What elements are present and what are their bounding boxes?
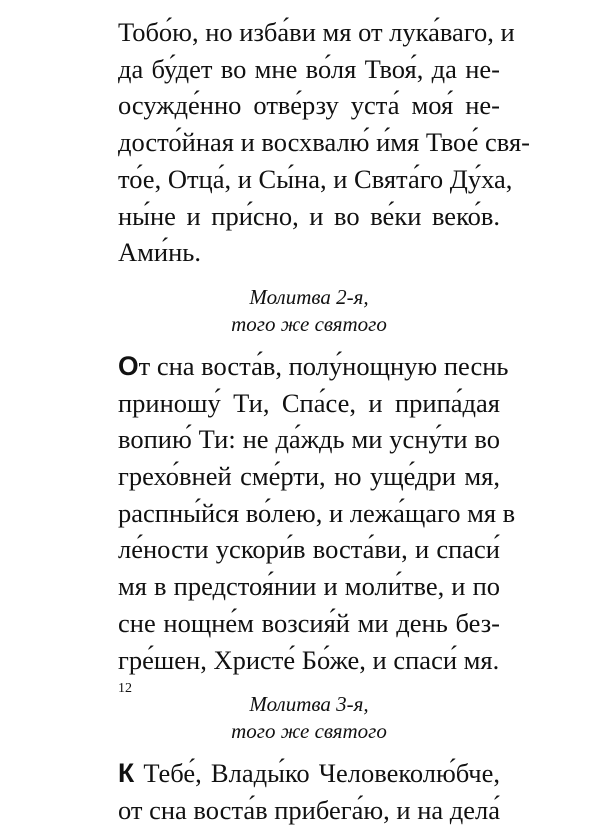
prayer-3-text (118, 755, 500, 828)
text-line: от сна воста́в прибега́ю, и на дела́ (118, 794, 501, 825)
page-number: 12 (118, 681, 132, 696)
prayer-3-heading-title: Молитва 3-я, (249, 692, 369, 717)
prayer-book-page (118, 14, 530, 829)
text-line: мя в предстоя́нии и моли́тве, и по (118, 571, 500, 602)
text-line-rest: Тебе́, Влады́ко Человеколю́бче, (134, 758, 500, 789)
text-line: то́е, Отца́, и Сы́на, и Свята́го Ду́ха, (118, 163, 513, 194)
prayer-2-heading-subtitle: того же святого (231, 311, 387, 336)
text-line: Тобо́ю, но изба́ви мя от лука́ваго, и (118, 17, 515, 47)
prayer-2-initial: О (118, 350, 139, 381)
text-line: ны́не и при́сно, и во ве́ки веко́в. (118, 200, 500, 231)
prayer-2-text (118, 348, 516, 678)
prayer-3-initial: К (118, 758, 135, 789)
text-line: осужде́нно отве́рзу уста́ моя́ не- (118, 90, 500, 121)
text-line: да бу́дет во мне во́ля Твоя́, да не- (118, 53, 500, 84)
text-line-rest: т сна воста́в, полу́нощную песнь (138, 350, 509, 381)
text-line: приношу́ Ти, Спа́се, и припа́дая (118, 387, 500, 418)
prayer-1-continuation (118, 14, 530, 271)
prayer-2-heading-title: Молитва 2-я, (249, 284, 369, 309)
text-line-first (118, 348, 509, 385)
text-line: гре́шен, Христе́ Бо́же, и спаси́ мя. (118, 644, 500, 675)
text-line: грехо́вней сме́рти, но уще́дри мя, (118, 461, 500, 492)
text-line-first (118, 755, 500, 792)
prayer-3-heading-subtitle: того же святого (231, 719, 387, 744)
text-line: Ами́нь. (118, 237, 201, 268)
text-line: вопию́ Ти: не да́ждь ми усну́ти во (118, 424, 500, 455)
text-line: распны́йся во́лею, и лежа́щаго мя в (118, 497, 516, 528)
text-line: сне нощне́м возсия́й ми день без- (118, 607, 500, 638)
text-line: досто́йная и восхвалю́ и́мя Твое́ свя- (118, 127, 530, 158)
text-line: ле́ности ускори́в воста́ви, и спаси́ (118, 534, 500, 565)
